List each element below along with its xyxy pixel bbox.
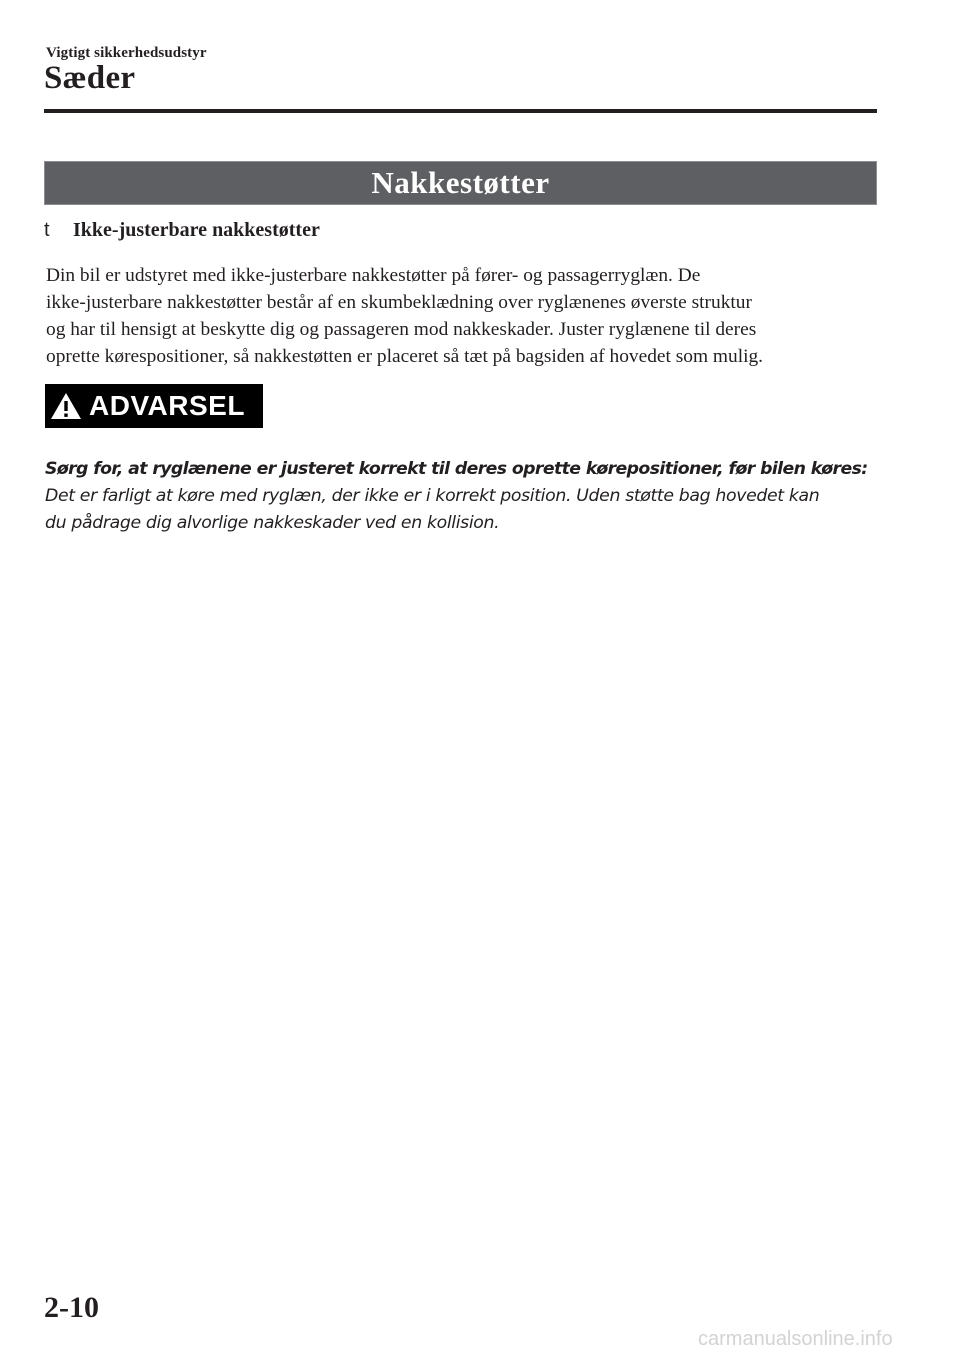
warning-text xyxy=(45,456,885,537)
body-line: Din bil er udstyret med ikke-justerbare nakkestøtter på fører- og passagerryglæn. De xyxy=(46,265,701,286)
warning-heading: Sørg for, at ryglænene er justeret korrekt til deres oprette kørepositioner, før bilen køres: xyxy=(45,459,868,479)
section-banner xyxy=(44,161,877,205)
body-paragraph xyxy=(46,262,878,370)
warning-label: ADVARSEL xyxy=(89,390,245,421)
warning-line: Det er farligt at køre med ryglæn, der ikke er i korrekt position. Uden støtte bag hovedet kan xyxy=(45,486,820,506)
banner-title: Nakkestøtter xyxy=(371,165,550,200)
warning-line: du pådrage dig alvorlige nakkeskader ved en kollision. xyxy=(45,513,500,533)
section-label: Vigtigt sikkerhedsudstyr xyxy=(46,45,207,61)
warning-triangle-icon xyxy=(45,384,87,428)
chapter-title: Sæder xyxy=(44,60,136,96)
body-line: og har til hensigt at beskytte dig og passageren mod nakkeskader. Juster ryglænene til deres xyxy=(46,319,757,340)
body-line: ikke-justerbare nakkestøtter består af en skumbeklædning over ryglænenes øverste struktur xyxy=(46,292,752,313)
subsection-title: Ikke-justerbare nakkestøtter xyxy=(73,219,320,241)
page-number: 2-10 xyxy=(44,1291,99,1324)
warning-badge xyxy=(45,384,263,428)
subsection-heading xyxy=(44,219,320,242)
watermark: carmanualsonline.info xyxy=(698,1328,893,1350)
bullet-marker: t xyxy=(44,219,50,241)
body-line: oprette kørespositioner, så nakkestøtten er placeret så tæt på bagsiden af hovedet som mulig. xyxy=(46,346,764,367)
chapter-rule xyxy=(44,109,877,113)
